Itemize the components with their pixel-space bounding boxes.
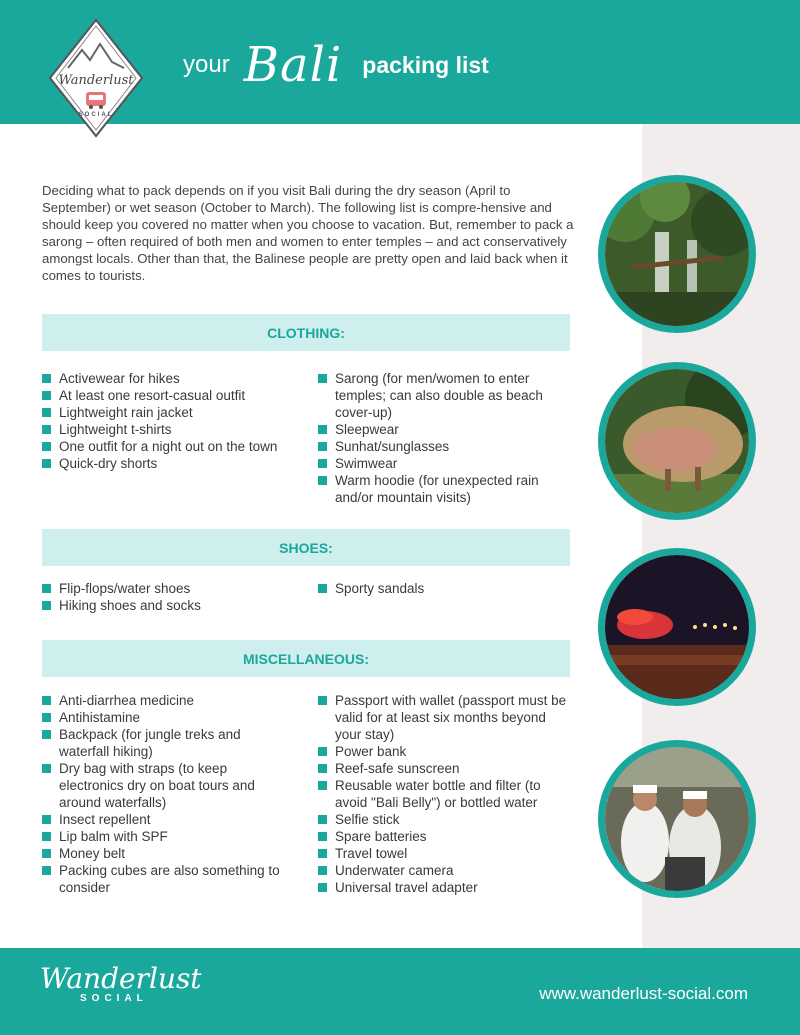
shoes-list-left — [42, 580, 292, 614]
list-item: Spare batteries — [318, 828, 570, 845]
clothing-heading: CLOTHING: — [42, 314, 570, 351]
list-item: Warm hoodie (for unexpected rain and/or mountain visits) — [318, 472, 568, 506]
clothing-list-left — [42, 370, 292, 472]
list-item: Sporty sandals — [318, 580, 568, 597]
list-item: Antihistamine — [42, 709, 292, 726]
list-item: Backpack (for jungle treks and waterfall hiking) — [42, 726, 292, 760]
list-item: Underwater camera — [318, 862, 570, 879]
list-item: Insect repellent — [42, 811, 292, 828]
list-item: Sunhat/sunglasses — [318, 438, 568, 455]
list-item: One outfit for a night out on the town — [42, 438, 292, 455]
list-item: Swimwear — [318, 455, 568, 472]
title-your: your — [183, 51, 230, 78]
night-beach-photo — [598, 548, 756, 706]
shoes-heading: SHOES: — [42, 529, 570, 566]
list-item: Activewear for hikes — [42, 370, 292, 387]
website-link[interactable]: www.wanderlust-social.com — [539, 984, 748, 1003]
list-item: Power bank — [318, 743, 570, 760]
list-item: Hiking shoes and socks — [42, 597, 292, 614]
list-item: Sleepwear — [318, 421, 568, 438]
footer-logo — [40, 962, 202, 1004]
wanderlust-logo-icon — [46, 16, 146, 140]
list-item: Money belt — [42, 845, 292, 862]
misc-heading: MISCELLANEOUS: — [42, 640, 570, 677]
list-item: Travel towel — [318, 845, 570, 862]
list-item: Selfie stick — [318, 811, 570, 828]
list-item: Flip-flops/water shoes — [42, 580, 292, 597]
footer-logo-sub: SOCIAL — [80, 993, 148, 1004]
list-item: Universal travel adapter — [318, 879, 570, 896]
header-bar — [0, 0, 800, 124]
logo-sub: SOCIAL — [78, 112, 114, 118]
waterfall-photo — [598, 175, 756, 333]
list-item: At least one resort-casual outfit — [42, 387, 292, 404]
footer-logo-text: Wanderlust — [40, 962, 202, 995]
list-item: Anti-diarrhea medicine — [42, 692, 292, 709]
logo-text: Wanderlust — [58, 73, 134, 88]
list-item: Lightweight t-shirts — [42, 421, 292, 438]
clothing-list-right — [318, 370, 568, 506]
list-item: Packing cubes are also something to consider — [42, 862, 292, 896]
bamboo-pavilion-photo — [598, 362, 756, 520]
list-item: Lightweight rain jacket — [42, 404, 292, 421]
page-title — [183, 30, 489, 100]
title-packing-list: packing list — [362, 51, 489, 78]
list-item: Quick-dry shorts — [42, 455, 292, 472]
title-bali: Bali — [243, 37, 343, 93]
list-item: Sarong (for men/women to enter temples; can also double as beach cover-up) — [318, 370, 568, 421]
misc-list-right — [318, 692, 570, 896]
shoes-list-right — [318, 580, 568, 597]
list-item: Reusable water bottle and filter (to avoid "Bali Belly") or bottled water — [318, 777, 570, 811]
list-item: Dry bag with straps (to keep electronics dry on boat tours and around waterfalls) — [42, 760, 292, 811]
misc-list-left — [42, 692, 292, 896]
intro-paragraph: Deciding what to pack depends on if you visit Bali during the dry season (April to September) or wet season (October to March). The following list is compre-hensive and should keep you covered no matter when you choose to vacation. But, remember to pack a sarong – often required of both men and women to enter temples – and act conservatively amongst locals. Other than that, the Balinese people are pretty open and laid back when it comes to tourists. — [42, 183, 574, 283]
list-item: Reef-safe sunscreen — [318, 760, 570, 777]
ceremony-photo — [598, 740, 756, 898]
list-item: Passport with wallet (passport must be valid for at least six months beyond your stay) — [318, 692, 570, 743]
list-item: Lip balm with SPF — [42, 828, 292, 845]
footer-bar — [0, 948, 800, 1035]
